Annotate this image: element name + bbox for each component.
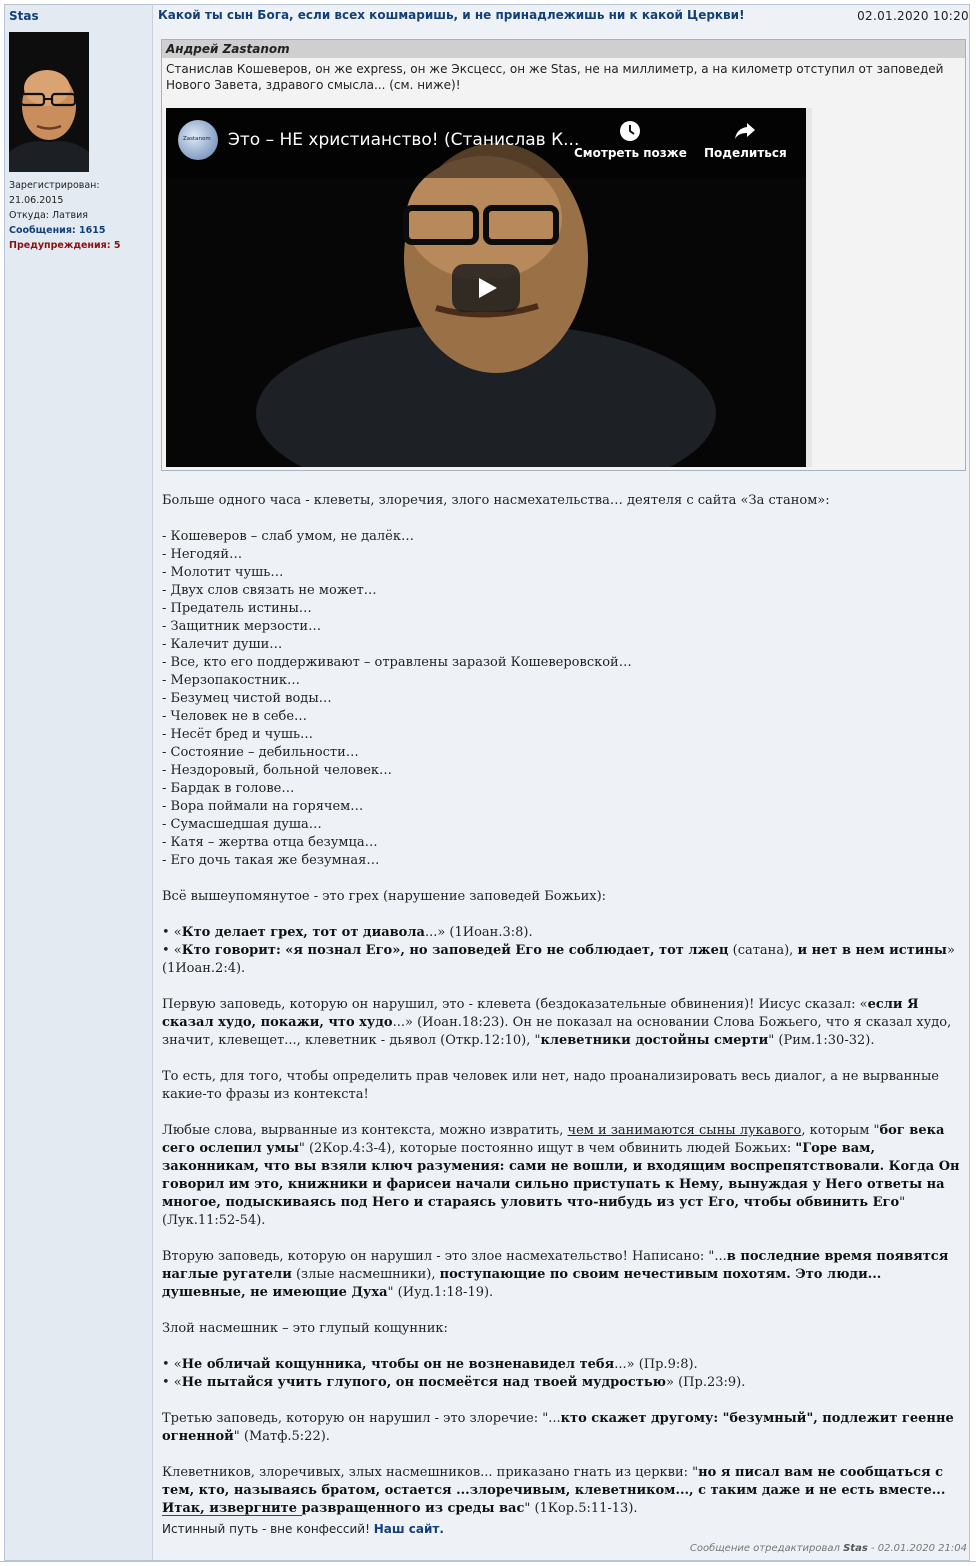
clock-icon	[574, 120, 687, 146]
edited-note: Сообщение отредактировал Stas - 02.01.2020 21:04	[689, 1543, 967, 1554]
list-item: - Вора поймали на горячем…	[162, 799, 364, 814]
quote-author: Андрей Zastanom	[162, 40, 965, 58]
share-button[interactable]: Поделиться	[704, 120, 787, 160]
slander-list	[162, 528, 968, 870]
list-item: - Кошеверов – слаб умом, не далёк…	[162, 529, 414, 544]
registered-date: 21.06.2015	[9, 195, 64, 206]
user-warnings[interactable]: Предупреждения: 5	[9, 240, 121, 251]
bottom-divider	[0, 1561, 976, 1562]
post-date: 02.01.2020 10:20	[857, 9, 969, 23]
user-location: Откуда: Латвия	[9, 210, 88, 221]
signature	[162, 1515, 444, 1536]
bullet-quote: • «Кто делает грех, тот от диавола...» (1Иоан.3:8).	[162, 925, 533, 940]
quote-block	[161, 39, 966, 471]
paragraph: Злой насмешник – это глупый кощунник:	[162, 1321, 448, 1336]
paragraph: Любые слова, вырванные из контекста, можно извратить, чем и занимаются сыны лукавого, которым "бог века сего ослепил умы" (2Кор.4:3-4), которые постоянно ищут в чем обвинить людей Божьих: "Горе вам, законникам, что вы взяли ключ разумения: сами не вошли, и входящим воспрепятствовали. Когда Он говорил им это, книжники и фарисеи начали сильно приступать к Нему, вынуждая у Него ответы на многое, подыскиваясь под Него и стараясь уловить что-нибудь из уст Его, чтобы обвинить Его" (Лук.11:52-54).	[162, 1123, 960, 1228]
sin-intro: Всё вышеупомянутое - это грех (нарушение заповедей Божьих):	[162, 889, 607, 904]
paragraph: Клеветников, злоречивых, злых насмешников... приказано гнать из церкви: "но я писал вам не сообщаться с тем, кто, называясь братом, остается ...злоречивым, клеветником..., с таким даже и не есть вместе... Итак, извергните развращенного из среды вас" (1Кор.5:11-13).	[162, 1465, 946, 1516]
list-item: - Бардак в голове…	[162, 781, 295, 796]
user-profile-panel	[5, 5, 153, 1560]
list-item: - Катя – жертва отца безумца…	[162, 835, 378, 850]
paragraph: Вторую заповедь, которую он нарушил - это злое насмехательство! Написано: "...в последние время появятся наглые ругатели (злые насмешники), поступающие по своим нечестивым похотям. Это люди... душевные, не имеющие Духа" (Иуд.1:18-19).	[162, 1249, 949, 1300]
list-item: - Сумасшедшая душа…	[162, 817, 322, 832]
list-item: - Молотит чушь…	[162, 565, 284, 580]
list-item: - Мерзопакостник…	[162, 673, 301, 688]
list-item: - Его дочь такая же безумная…	[162, 853, 380, 868]
signature-divider	[162, 1515, 302, 1516]
list-item: - Человек не в себе…	[162, 709, 308, 724]
video-title[interactable]: Это – НЕ христианство! (Станислав К...	[228, 130, 580, 150]
paragraph: Третью заповедь, которую он нарушил - это злоречие: "...кто скажет другому: "безумный", подлежит геенне огненной" (Матф.5:22).	[162, 1411, 954, 1444]
paragraph: Первую заповедь, которую он нарушил, это - клевета (бездоказательные обвинения)! Иисус сказал: «если Я сказал худо, покажи, что худо...» (Иоан.18:23). Он не показал на основании Слова Божьего, что я сказал худо, значит, клевещет..., клеветник - дьявол (Откр.12:10), "клеветники достойны смерти" (Рим.1:30-32).	[162, 997, 952, 1048]
bullet-quote: • «Кто говорит: «я познал Его», но заповедей Его не соблюдает, тот лжец (сатана), и нет в нем истины» (1Иоан.2:4).	[162, 943, 955, 976]
quote-text: Станислав Кошеверов, он же express, он же Эксцесс, он же Stas, не на миллиметр, а на километр отступил от заповедей Нового Завета, здравого смысла... (см. ниже)!	[166, 62, 944, 92]
forum-post	[4, 4, 970, 1561]
video-embed[interactable]	[166, 108, 806, 467]
registered-label: Зарегистрирован:	[9, 180, 100, 191]
list-item: - Предатель истины…	[162, 601, 312, 616]
watch-later-button[interactable]: Смотреть позже	[574, 120, 687, 160]
list-item: - Калечит души…	[162, 637, 283, 652]
site-link[interactable]: Наш сайт.	[373, 1522, 444, 1536]
list-item: - Негодяй…	[162, 547, 243, 562]
user-post-count[interactable]: Сообщения: 1615	[9, 225, 106, 236]
intro-paragraph: Больше одного часа - клеветы, злоречия, злого насмехательства… деятеля с сайта «За станом»:	[162, 493, 830, 508]
signature-text: Истинный путь - вне конфессий!	[162, 1522, 374, 1536]
user-info	[9, 178, 149, 253]
list-item: - Безумец чистой воды…	[162, 691, 332, 706]
post-content-panel	[153, 5, 969, 1560]
play-button[interactable]	[452, 264, 520, 312]
list-item: - Нездоровый, больной человек…	[162, 763, 393, 778]
post-topic-title[interactable]: Какой ты сын Бога, если всех кошмаришь, и не принадлежишь ни к какой Церкви!	[158, 8, 745, 22]
list-item: - Состояние – дебильности…	[162, 745, 359, 760]
editor-name[interactable]: Stas	[843, 1543, 868, 1554]
list-item: - Несёт бред и чушь…	[162, 727, 314, 742]
paragraph: То есть, для того, чтобы определить прав человек или нет, надо проанализировать весь диалог, а не вырванные какие-то фразы из контекста!	[162, 1069, 940, 1102]
list-item: - Все, кто его поддерживают – отравлены заразой Кошеверовской…	[162, 655, 632, 670]
bullet-quote: • «Не обличай кощунника, чтобы он не возненавидел тебя...» (Пр.9:8).	[162, 1357, 698, 1372]
bullet-quote: • «Не пытайся учить глупого, он посмеётся над твоей мудростью» (Пр.23:9).	[162, 1375, 746, 1390]
avatar	[9, 32, 89, 172]
username-link[interactable]: Stas	[9, 9, 39, 23]
list-item: - Защитник мерзости…	[162, 619, 322, 634]
avatar-image	[9, 32, 89, 172]
channel-logo[interactable]: Zastanom	[178, 120, 218, 160]
underlined-phrase: чем и занимаются сыны лукавого	[567, 1123, 802, 1138]
list-item: - Двух слов связать не может…	[162, 583, 377, 598]
video-scrollbar[interactable]	[806, 108, 812, 467]
share-arrow-icon	[704, 120, 787, 146]
post-body	[162, 492, 968, 1518]
